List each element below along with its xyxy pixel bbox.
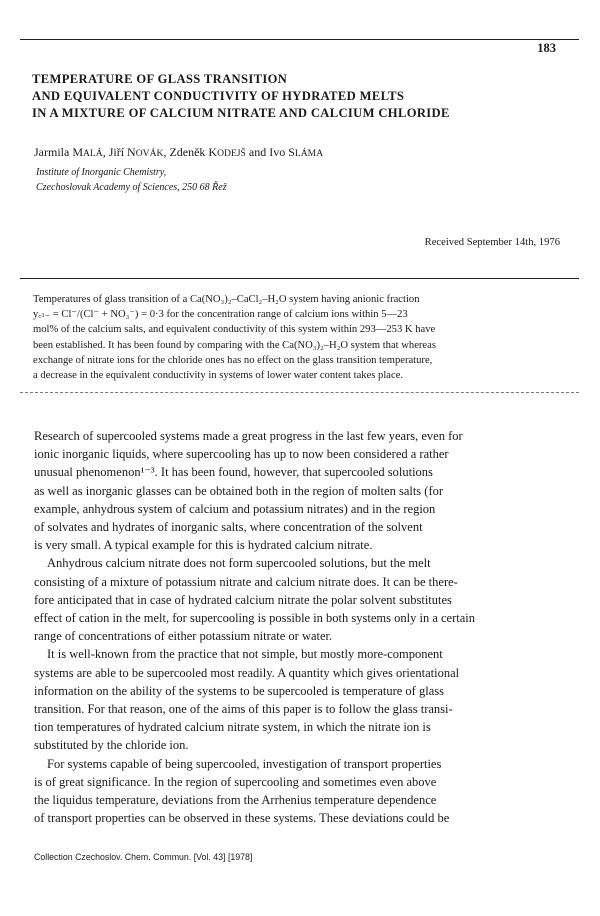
abstract-line: exchange of nitrate ions for the chloride ones has no effect on the glass transition temperature, <box>33 354 433 366</box>
title-line: TEMPERATURE OF GLASS TRANSITION <box>32 72 288 86</box>
author-name-part: Jarmila M <box>34 145 83 159</box>
body-line: consisting of a mixture of potassium nitrate and calcium nitrate does. It can be there- <box>34 574 458 589</box>
abstract-top-rule <box>20 278 579 279</box>
abstract-line: been established. It has been found by comparing with the Ca(NO₃)₂–H₂O system that whereas <box>33 339 436 351</box>
body-line: example, anhydrous system of calcium and potassium nitrates) and in the region <box>34 501 436 516</box>
affiliation <box>36 165 227 195</box>
body-line: For systems capable of being supercooled, investigation of transport properties <box>47 756 442 771</box>
body-line: substituted by the chloride ion. <box>34 738 189 753</box>
article-title <box>32 71 572 122</box>
body-line: of transport properties can be observed in these systems. These deviations could be <box>34 811 450 826</box>
author-name-part: and Ivo S <box>245 145 295 159</box>
body-line: is of great significance. In the region of supercooling and sometimes even above <box>34 774 437 789</box>
body-line: fore anticipated that in case of hydrated calcium nitrate the polar solvent substitutes <box>34 592 452 607</box>
body-line: tion temperatures of hydrated calcium nitrate system, in which the nitrate ion is <box>34 720 431 735</box>
author-surname-smallcaps: OVÁK <box>135 148 164 159</box>
header-rule <box>20 39 579 40</box>
abstract-line: y꜀ₗ₋ = Cl⁻/(Cl⁻ + NO₃⁻) = 0·3 for the concentration range of calcium ions within 5—23 <box>33 309 408 321</box>
body-line: Anhydrous calcium nitrate does not form supercooled solutions, but the melt <box>47 556 431 571</box>
body-line: Research of supercooled systems made a great progress in the last few years, even for <box>34 429 463 443</box>
body-line: It is well-known from the practice that not simple, but mostly more-component <box>47 647 443 662</box>
author-list <box>34 145 323 160</box>
body-line: is very small. A typical example for this is hydrated calcium nitrate. <box>34 538 373 553</box>
abstract-line: mol% of the calcium salts, and equivalent conductivity of this system within 293—253 K have <box>33 324 436 336</box>
body-line: of solvates and hydrates of inorganic salts, where concentration of the solvent <box>34 520 423 535</box>
body-line: transition. For that reason, one of the aims of this paper is to follow the glass transi- <box>34 702 453 717</box>
body-line: ionic inorganic liquids, where supercooling has up to now been considered a rather <box>34 447 449 462</box>
author-surname-smallcaps: LÁMA <box>294 148 324 159</box>
title-line: IN A MIXTURE OF CALCIUM NITRATE AND CALCIUM CHLORIDE <box>32 106 450 120</box>
body-line: the liquidus temperature, deviations from the Arrhenius temperature dependence <box>34 793 437 808</box>
body-line: range of concentrations of either potassium nitrate or water. <box>34 629 333 644</box>
body-line: unusual phenomenon¹⁻³. It has been found, however, that supercooled solutions <box>34 465 433 480</box>
journal-footer: Collection Czechoslov. Chem. Commun. [Vol. 43] [1978] <box>34 852 253 862</box>
affiliation-line: Czechoslovak Academy of Sciences, 250 68 Řež <box>36 182 227 193</box>
abstract-line: a decrease in the equivalent conductivity in systems of lower water content takes place. <box>33 370 404 382</box>
author-name-part: , Jiří N <box>102 145 136 159</box>
body-line: as well as inorganic glasses can be obtained both in the region of molten salts (for <box>34 483 444 498</box>
page-number: 183 <box>537 41 556 55</box>
title-line: AND EQUIVALENT CONDUCTIVITY OF HYDRATED MELTS <box>32 89 405 103</box>
body-line: systems are able to be supercooled most readily. A quantity which gives orientational <box>34 665 460 680</box>
author-surname-smallcaps: ALÁ <box>83 148 103 159</box>
affiliation-line: Institute of Inorganic Chemistry, <box>36 167 167 178</box>
abstract-line: Temperatures of glass transition of a Ca(NO₃)₂–CaCl₂–H₂O system having anionic fraction <box>33 294 420 305</box>
body-text <box>34 427 572 827</box>
received-date: Received September 14th, 1976 <box>424 237 560 248</box>
author-surname-smallcaps: ODEJŠ <box>217 148 246 159</box>
body-line: information on the ability of the systems to be supercooled is temperature of glass <box>34 683 444 698</box>
abstract <box>33 292 570 383</box>
author-name-part: , Zdeněk K <box>163 145 218 159</box>
abstract-bottom-rule <box>20 392 579 393</box>
body-line: effect of cation in the melt, for supercooling is possible in both systems only in a certain <box>34 611 475 626</box>
